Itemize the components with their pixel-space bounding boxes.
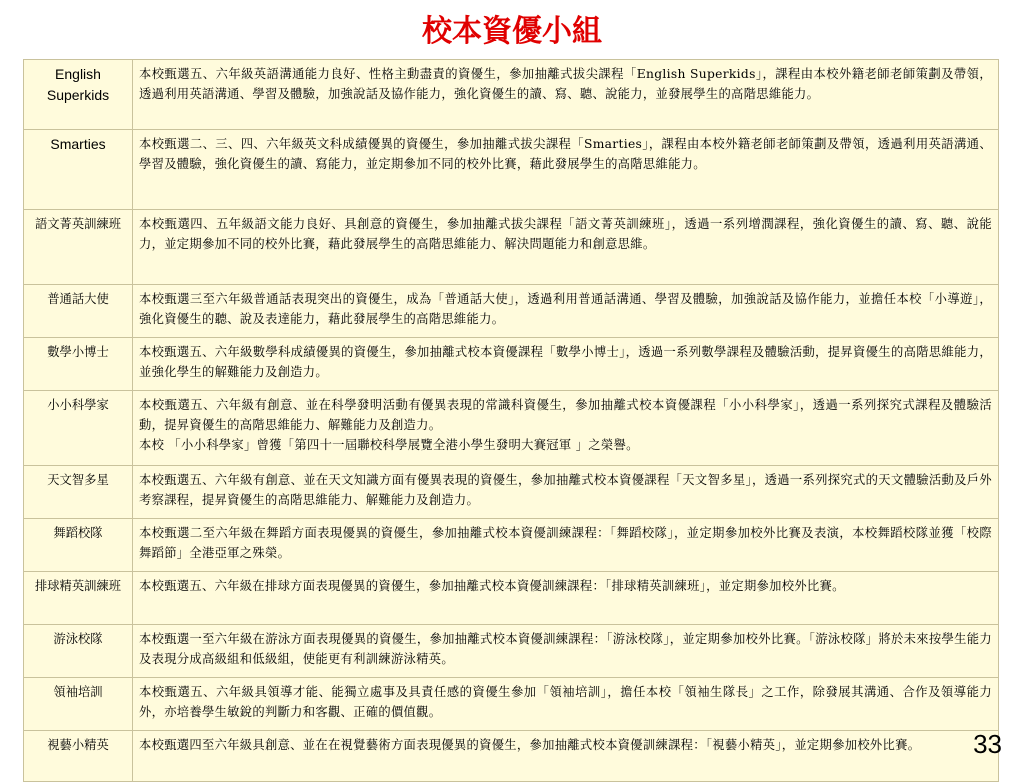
program-description — [133, 731, 999, 782]
program-description — [133, 572, 999, 625]
table-row — [24, 60, 999, 130]
description-line: 本校甄選五、六年級英語溝通能力良好、性格主動盡責的資優生，參加抽離式拔尖課程「English Superkids」，課程由本校外籍老師老師策劃及帶領，透過利用英語溝通、學習及體驗，加強說話及協作能力，強化資優生的讀、寫、聽、說能力，並發展學生的高階思維能力。 — [139, 67, 992, 101]
table-row — [24, 572, 999, 625]
program-description — [133, 625, 999, 678]
program-name: 視藝小精英 — [24, 731, 133, 782]
description-line: 本校甄選五、六年級數學科成績優異的資優生，參加抽離式校本資優課程「數學小博士」，透過一系列數學課程及體驗活動，提昇資優生的高階思維能力，並強化學生的解難能力及創造力。 — [139, 345, 992, 379]
table-row — [24, 130, 999, 210]
table-row — [24, 519, 999, 572]
program-name: 排球精英訓練班 — [24, 572, 133, 625]
program-description — [133, 285, 999, 338]
program-name: 游泳校隊 — [24, 625, 133, 678]
table-row — [24, 678, 999, 731]
description-line: 本校甄選五、六年級具領導才能、能獨立處事及具責任感的資優生參加「領袖培訓」，擔任本校「領袖生隊長」之工作，除發展其溝通、合作及領導能力外，亦培養學生敏銳的判斷力和客觀、正確的價值觀。 — [139, 685, 992, 719]
description-line: 本校甄選四、五年級語文能力良好、具創意的資優生，參加抽離式拔尖課程「語文菁英訓練班」，透過一系列增潤課程，強化資優生的讀、寫、聽、說能力，並定期參加不同的校外比賽，藉此發展學生的高階思維能力、解決問題能力和創意思維。 — [139, 217, 992, 251]
table-row — [24, 466, 999, 519]
program-name: 普通話大使 — [24, 285, 133, 338]
program-description — [133, 519, 999, 572]
program-description — [133, 338, 999, 391]
description-line: 本校甄選四至六年級具創意、並在在視覺藝術方面表現優異的資優生，參加抽離式校本資優訓練課程：「視藝小精英」，並定期參加校外比賽。 — [139, 738, 921, 752]
page-number: 33 — [973, 729, 1002, 759]
program-name: 小小科學家 — [24, 391, 133, 466]
program-name: 舞蹈校隊 — [24, 519, 133, 572]
program-name: Smarties — [24, 130, 133, 210]
table-row — [24, 338, 999, 391]
description-line: 本校甄選五、六年級在排球方面表現優異的資優生，參加抽離式校本資優訓練課程：「排球精英訓練班」，並定期參加校外比賽。 — [139, 579, 845, 593]
program-description — [133, 210, 999, 285]
description-line: 本校甄選二至六年級在舞蹈方面表現優異的資優生，參加抽離式校本資優訓練課程：「舞蹈校隊」，並定期參加校外比賽及表演，本校舞蹈校隊並獲「校際舞蹈節」全港亞軍之殊榮。 — [139, 526, 992, 560]
program-description — [133, 678, 999, 731]
description-line: 本校甄選五、六年級有創意、並在科學發明活動有優異表現的常識科資優生，參加抽離式校本資優課程「小小科學家」，透過一系列探究式課程及體驗活動，提昇資優生的高階思維能力、解難能力及創造力。 — [139, 398, 992, 432]
program-name: 領袖培訓 — [24, 678, 133, 731]
program-description — [133, 60, 999, 130]
table-row — [24, 625, 999, 678]
table-row — [24, 285, 999, 338]
programs-table — [23, 59, 999, 782]
program-name: 數學小博士 — [24, 338, 133, 391]
table-row — [24, 391, 999, 466]
description-line: 本校甄選一至六年級在游泳方面表現優異的資優生，參加抽離式校本資優訓練課程：「游泳校隊」，並定期參加校外比賽。「游泳校隊」將於未來按學生能力及表現分成高級組和低級組，使能更有利訓練游泳精英。 — [139, 632, 992, 666]
description-line: 本校甄選三至六年級普通話表現突出的資優生，成為「普通話大使」，透過利用普通話溝通、學習及體驗，加強說話及協作能力，並擔任本校「小導遊」，強化資優生的聽、說及表達能力，藉此發展學生的高階思維能力。 — [139, 292, 992, 326]
program-description — [133, 391, 999, 466]
description-line: 本校甄選二、三、四、六年級英文科成績優異的資優生，參加抽離式拔尖課程「Smarties」，課程由本校外籍老師老師策劃及帶領，透過利用英語溝通、學習及體驗，強化資優生的讀、寫能力，並定期參加不同的校外比賽，藉此發展學生的高階思維能力。 — [139, 137, 992, 171]
program-name: English Superkids — [24, 60, 133, 130]
description-line: 本校甄選五、六年級有創意、並在天文知識方面有優異表現的資優生，參加抽離式校本資優課程「天文智多星」，透過一系列探究式的天文體驗活動及戶外考察課程，提昇資優生的高階思維能力、解難能力及創造力。 — [139, 473, 992, 507]
program-description — [133, 130, 999, 210]
program-name: 語文菁英訓練班 — [24, 210, 133, 285]
table-row — [24, 210, 999, 285]
description-line: 本校 「小小科學家」曾獲「第四十一屆聯校科學展覽全港小學生發明大賽冠軍 」之榮譽。 — [139, 438, 639, 452]
program-description — [133, 466, 999, 519]
program-name: 天文智多星 — [24, 466, 133, 519]
table-row — [24, 731, 999, 782]
page-title: 校本資優小組 — [422, 14, 602, 49]
